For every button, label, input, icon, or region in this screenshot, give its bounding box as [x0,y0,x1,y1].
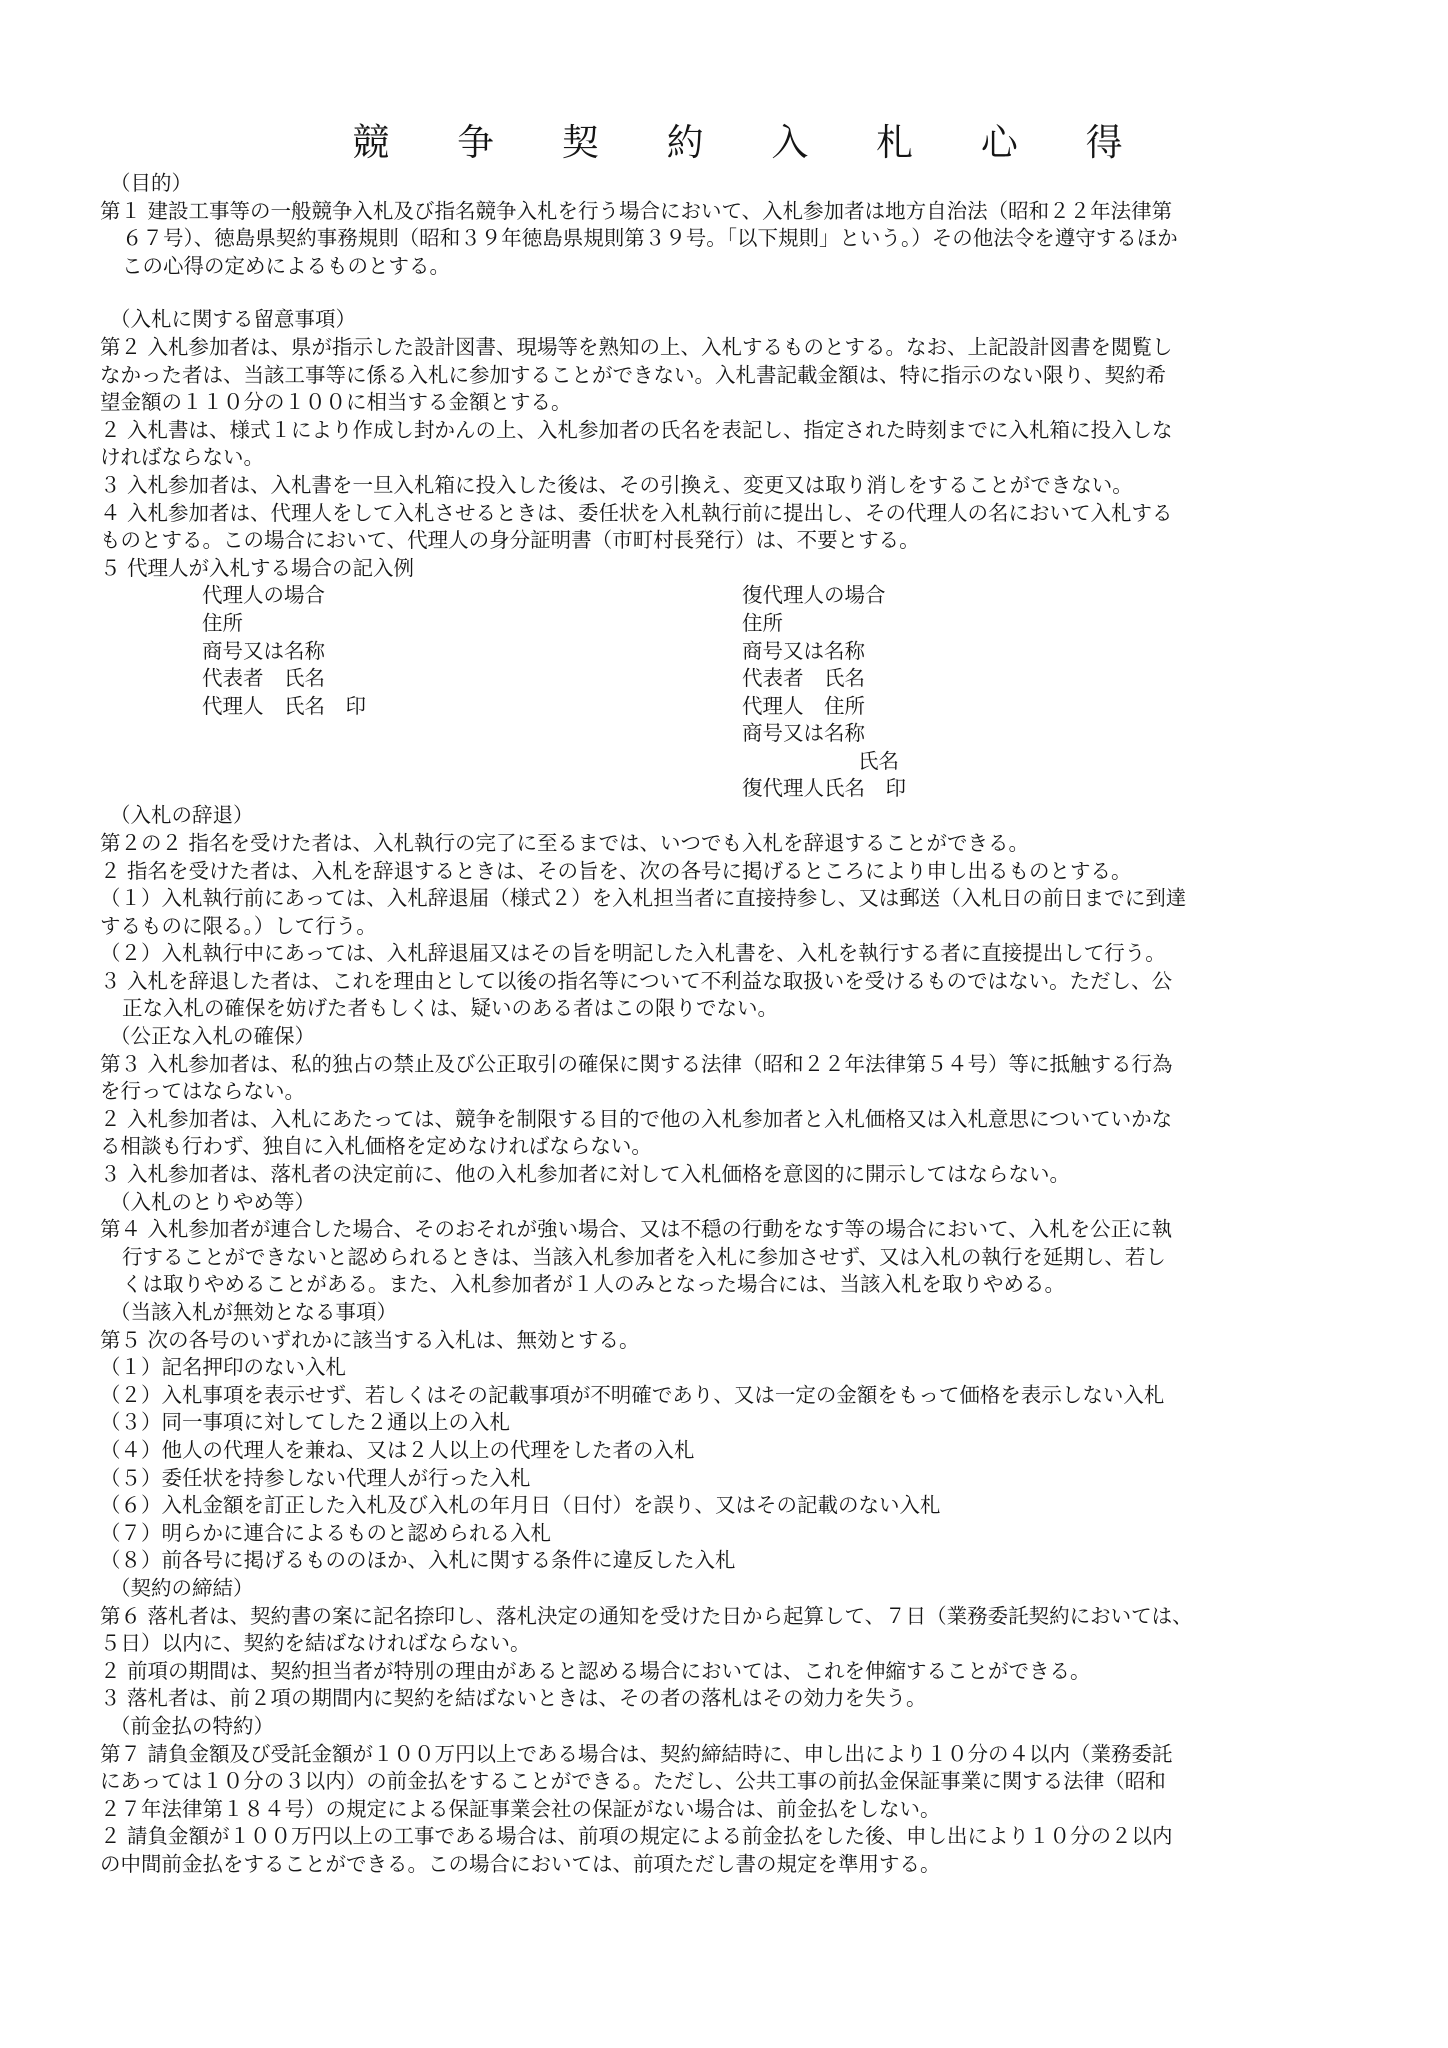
text-line: （５）委任状を持参しない代理人が行った入札 [100,1465,531,1490]
example-line: 代表者 氏名 [202,666,325,691]
text-line: 行することができないと認められるときは、当該入札参加者を入札に参加させず、又は入札の執行を延期し、若し [122,1244,1166,1269]
document-page [100,120,1375,1878]
text-line: （１）入札執行前にあっては、入札辞退届（様式２）を入札担当者に直接持参し、又は郵送（入札日の前日までに到達 [100,886,1187,911]
text-line: （３）同一事項に対してした２通以上の入札 [100,1410,510,1435]
text-line: ４ 入札参加者は、代理人をして入札させるときは、委任状を入札執行前に提出し、その代理人の名において入札する [100,500,1173,525]
text-line: （６）入札金額を訂正した入札及び入札の年月日（日付）を誤り、又はその記載のない入札 [100,1493,941,1518]
text-line: 第２の２ 指名を受けた者は、入札執行の完了に至るまでは、いつでも入札を辞退することができる。 [100,830,1030,855]
example-line: 住所 [742,610,783,635]
text-line: 第１ 建設工事等の一般競争入札及び指名競争入札を行う場合において、入札参加者は地方自治法（昭和２２年法律第 [100,198,1173,223]
text-line: （４）他人の代理人を兼ね、又は２人以上の代理をした者の入札 [100,1437,695,1462]
text-line: ２７年法律第１８４号）の規定による保証事業会社の保証がない場合は、前金払をしない。 [100,1796,941,1821]
example-line: 氏名 [858,748,899,773]
sections-part-1 [100,170,1375,582]
text-line: を行ってはならない。 [100,1079,305,1104]
example-line: 代理人の場合 [202,583,325,608]
text-line: ２ 前項の期間は、契約担当者が特別の理由があると認める場合においては、これを伸縮することができる。 [100,1658,1091,1683]
example-line: 住所 [202,610,243,635]
text-line: ３ 入札を辞退した者は、これを理由として以後の指名等について不利益な取扱いを受けるものではない。ただし、公 [100,968,1173,993]
text-line: る相談も行わず、独自に入札価格を定めなければならない。 [100,1134,652,1159]
text-line: この心得の定めによるものとする。 [122,253,450,278]
text-line: なかった者は、当該工事等に係る入札に参加することができない。入札書記載金額は、特に指示のない限り、契約希 [100,362,1166,387]
text-line: 第７ 請負金額及び受託金額が１００万円以上である場合は、契約締結時に、申し出により１０分の４以内（業務委託 [100,1741,1173,1766]
text-line: するものに限る。）して行う。 [100,913,377,938]
text-line: にあっては１０分の３以内）の前金払をすることができる。ただし、公共工事の前払金保証事業に関する法律（昭和 [100,1769,1166,1794]
example-line: 商号又は名称 [202,638,325,663]
text-line: ２ 入札参加者は、入札にあたっては、競争を制限する目的で他の入札参加者と入札価格又は入札意思についていかな [100,1106,1173,1131]
text-line: ２ 請負金額が１００万円以上の工事である場合は、前項の規定による前金払をした後、申し出により１０分の２以内 [100,1824,1173,1849]
text-line: （７）明らかに連合によるものと認められる入札 [100,1520,551,1545]
section-heading: （契約の締結） [110,1575,254,1600]
text-line: ５日）以内に、契約を結ばなければならない。 [100,1631,531,1656]
section-cancellation [100,1189,1375,1299]
text-line: （２）入札執行中にあっては、入札辞退届又はその旨を明記した入札書を、入札を執行する者に直接提出して行う。 [100,941,1166,966]
text-line: （１）記名押印のない入札 [100,1355,346,1380]
text-line: （２）入札事項を表示せず、若しくはその記載事項が不明確であり、又は一定の金額をもって価格を表示しない入札 [100,1382,1165,1407]
text-line: くは取りやめることがある。また、入札参加者が１人のみとなった場合には、当該入札を取りやめる。 [122,1272,1065,1297]
section-purpose [100,170,1375,280]
text-line: ものとする。この場合において、代理人の身分証明書（市町村長発行）は、不要とする。 [100,528,920,553]
text-line: 望金額の１１０分の１００に相当する金額とする。 [100,390,572,415]
proxy-example [100,582,1375,802]
proxy-example-right [742,582,906,802]
section-heading: （目的） [110,171,192,195]
document-title: 競 争 契 約 入 札 心 得 [352,121,1151,164]
section-heading: （入札の辞退） [110,803,254,828]
section-heading: （入札のとりやめ等） [110,1189,315,1214]
text-line: ６７号）、徳島県契約事務規則（昭和３９年徳島県規則第３９号。「以下規則」という。）その他法令を遵守するほか [122,226,1178,251]
section-advance-payment [100,1713,1375,1879]
example-line: 代理人 氏名 印 [202,693,366,718]
text-line: の中間前金払をすることができる。この場合においては、前項ただし書の規定を準用する。 [100,1851,941,1876]
text-line: （８）前各号に掲げるもののほか、入札に関する条件に違反した入札 [100,1548,736,1573]
text-line: ２ 入札書は、様式１により作成し封かんの上、入札参加者の氏名を表記し、指定された時刻までに入札箱に投入しな [100,417,1173,442]
text-line: 第２ 入札参加者は、県が指示した設計図書、現場等を熟知の上、入札するものとする。なお、上記設計図書を閲覧し [100,334,1173,359]
section-invalid [100,1299,1375,1575]
text-line: ２ 指名を受けた者は、入札を辞退するときは、その旨を、次の各号に掲げるところにより申し出るものとする。 [100,858,1132,883]
text-line: 第３ 入札参加者は、私的独占の禁止及び公正取引の確保に関する法律（昭和２２年法律第５４号）等に抵触する行為 [100,1051,1173,1076]
text-line: ３ 落札者は、前２項の期間内に契約を結ばないときは、その者の落札はその効力を失う。 [100,1686,927,1711]
text-line: 第４ 入札参加者が連合した場合、そのおそれが強い場合、又は不穏の行動をなす等の場合において、入札を公正に執 [100,1217,1173,1242]
example-line: 商号又は名称 [742,638,865,663]
text-line: ３ 入札参加者は、落札者の決定前に、他の入札参加者に対して入札価格を意図的に開示してはならない。 [100,1162,1071,1187]
example-line: 復代理人の場合 [742,583,886,608]
section-contract [100,1575,1375,1713]
section-heading: （入札に関する留意事項） [110,307,356,332]
text-line: 第６ 落札者は、契約書の案に記名捺印し、落札決定の通知を受けた日から起算して、７日（業務委託契約においては、 [100,1603,1193,1628]
example-line: 商号又は名称 [742,721,865,746]
text-line: ３ 入札参加者は、入札書を一旦入札箱に投入した後は、その引換え、変更又は取り消しをすることができない。 [100,472,1133,497]
sections-part-2 [100,802,1375,1878]
section-heading: （当該入札が無効となる事項） [110,1300,397,1324]
proxy-example-left [100,582,742,802]
section-fairness [100,1023,1375,1189]
text-line: ５ 代理人が入札する場合の記入例 [100,555,415,580]
text-line: 正な入札の確保を妨げた者もしくは、疑いのある者はこの限りでない。 [122,996,778,1021]
section-bid-notes [100,306,1375,582]
example-line: 代表者 氏名 [742,666,865,691]
section-heading: （公正な入札の確保） [110,1024,315,1049]
example-line: 代理人 住所 [742,693,865,718]
section-withdrawal [100,802,1375,1023]
section-heading: （前金払の特約） [110,1713,274,1738]
text-line: 第５ 次の各号のいずれかに該当する入札は、無効とする。 [100,1327,640,1352]
text-line: ければならない。 [100,445,264,470]
example-line: 復代理人氏名 印 [742,776,906,801]
